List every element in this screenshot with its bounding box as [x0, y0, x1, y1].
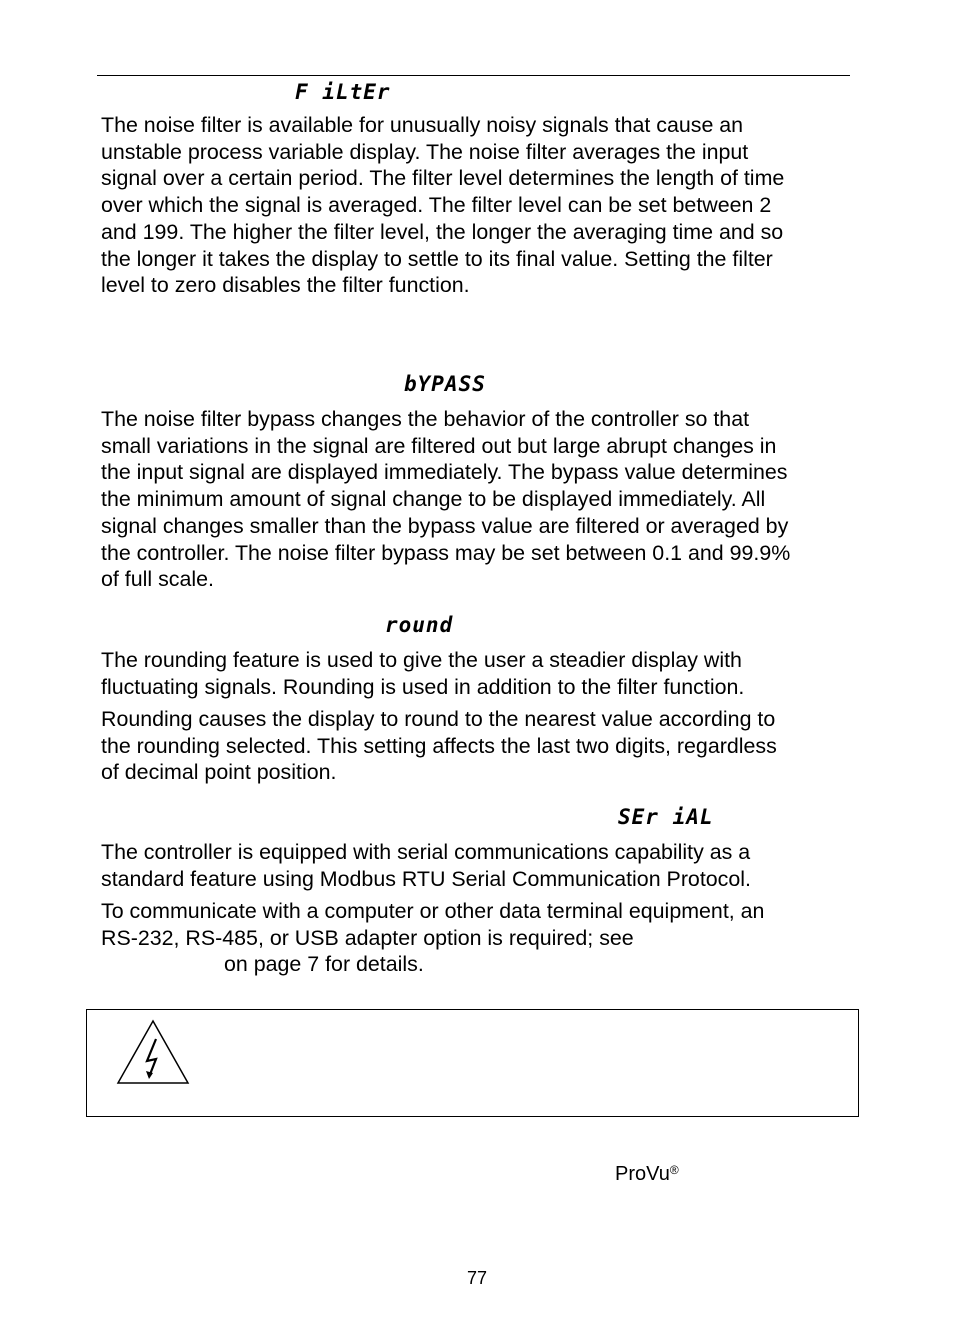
text-line: fluctuating signals. Rounding is used in addition to the filter function.: [101, 674, 745, 699]
text-line: Rounding causes the display to round to the nearest value according to: [101, 707, 776, 731]
top-rule: [97, 75, 850, 76]
page-number: 77: [466, 1268, 488, 1288]
text-line: of full scale.: [101, 567, 214, 592]
text-line: of decimal point position.: [101, 760, 337, 785]
product-name: [615, 1162, 679, 1186]
trademark-symbol: ®: [669, 1163, 679, 1177]
serial-paragraph-2: [101, 898, 861, 978]
text-line: signal changes smaller than the bypass value are filtered or averaged by: [101, 513, 789, 538]
text-line: level to zero disables the filter function.: [101, 273, 470, 298]
text-line: RS-232, RS-485, or USB adapter option is required; see: [101, 925, 634, 950]
text-line: signal over a certain period. The filter level determines the length of time: [101, 166, 785, 191]
text-line: standard feature using Modbus RTU Serial Communication Protocol.: [101, 866, 751, 891]
high-voltage-warning-icon: [116, 1019, 190, 1085]
text-line: and 199. The higher the filter level, the longer the averaging time and so: [101, 219, 784, 244]
text-line: unstable process variable display. The noise filter averages the input: [101, 139, 749, 164]
product-label: ProVu: [615, 1163, 670, 1185]
serial-paragraph-1: [101, 839, 861, 892]
text-line: small variations in the signal are filtered out but large abrupt changes in: [101, 433, 777, 458]
text-line: the rounding selected. This setting affects the last two digits, regardless: [101, 733, 777, 758]
text-line: The controller is equipped with serial communications capability as a: [101, 840, 751, 864]
text-line: The noise filter bypass changes the behavior of the controller so that: [101, 407, 750, 431]
round-paragraph-1: [101, 647, 861, 700]
text-line: the minimum amount of signal change to be displayed immediately. All: [101, 487, 766, 512]
filter-paragraph: [101, 112, 861, 299]
text-line: The noise filter is available for unusually noisy signals that cause an: [101, 113, 744, 137]
bypass-code: bYPASS: [404, 372, 486, 396]
bypass-paragraph: [101, 406, 861, 593]
text-line: the input signal are displayed immediately. The bypass value determines: [101, 460, 788, 485]
round-code: round: [385, 613, 454, 637]
text-line: the controller. The noise filter bypass may be set between 0.1 and 99.9%: [101, 540, 791, 565]
filter-code: F iLtEr: [295, 80, 391, 104]
text-line: on page 7 for details.: [224, 952, 424, 977]
text-line: To communicate with a computer or other data terminal equipment, an: [101, 899, 765, 923]
text-line: over which the signal is averaged. The filter level can be set between 2: [101, 193, 772, 218]
text-line: The rounding feature is used to give the user a steadier display with: [101, 648, 742, 672]
round-paragraph-2: [101, 706, 861, 786]
warning-box: [86, 1009, 859, 1117]
text-line: the longer it takes the display to settle to its final value. Setting the filter: [101, 246, 773, 271]
serial-code: SEr iAL: [618, 805, 714, 829]
